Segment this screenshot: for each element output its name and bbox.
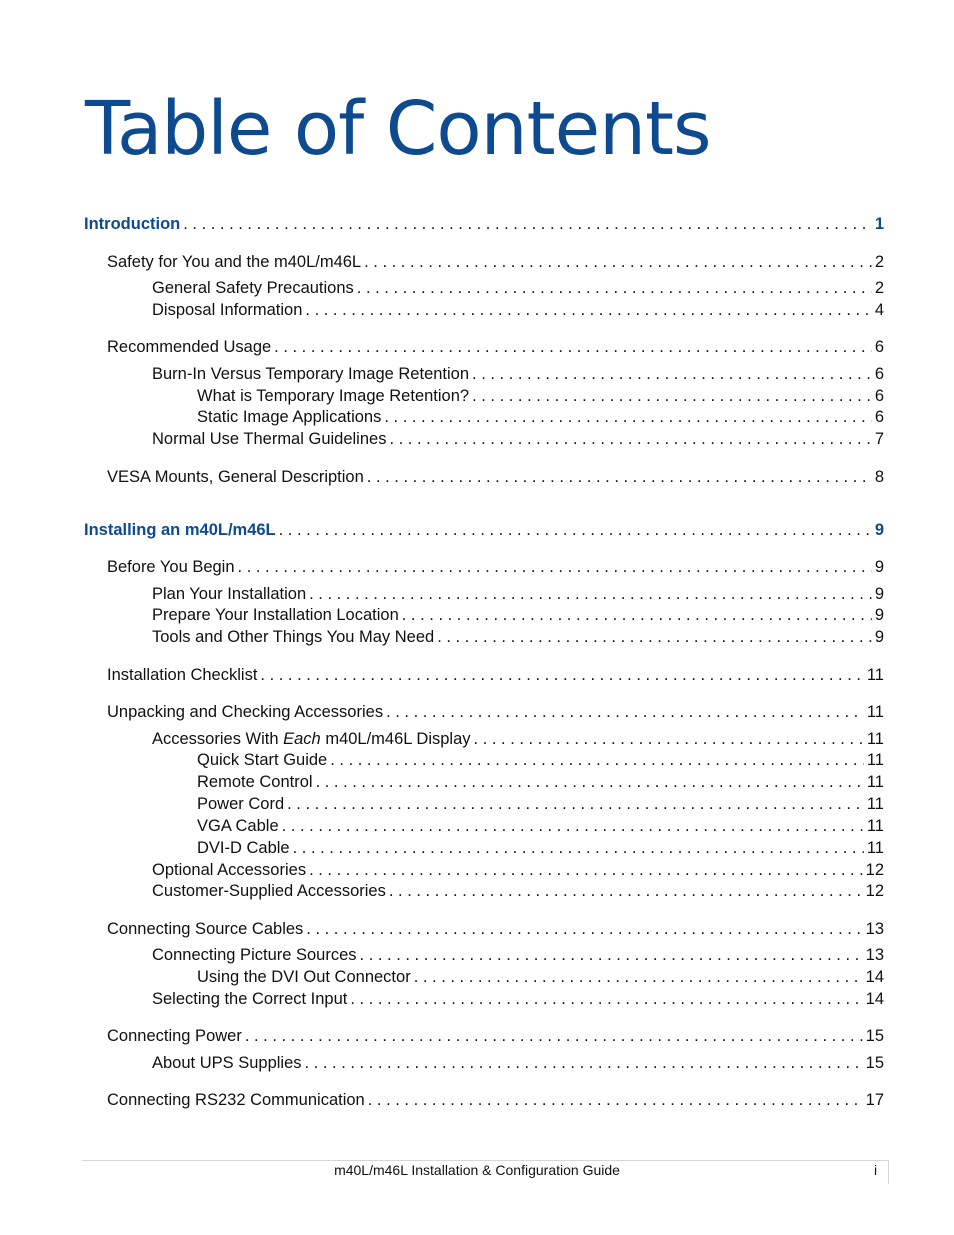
toc-entry-remote-control[interactable] — [197, 771, 884, 793]
toc-entry-label: Optional Accessories — [152, 861, 307, 879]
label-text: m40L/m46L Display — [320, 730, 471, 748]
dot-leader — [360, 944, 863, 966]
dot-leader — [279, 519, 872, 541]
toc-entry-correct-input[interactable] — [152, 988, 884, 1010]
label-emphasis: Each — [283, 730, 321, 748]
dot-leader — [309, 583, 872, 605]
toc-entry-checklist[interactable] — [107, 664, 884, 686]
dot-leader — [305, 299, 871, 321]
toc-entry-label: Connecting RS232 Communication — [107, 1091, 365, 1109]
toc-entry-label: Tools and Other Things You May Need — [152, 628, 435, 646]
toc-entry-page: 12 — [865, 861, 884, 879]
toc-entry-page: 11 — [866, 839, 884, 857]
toc-entry-source-cables[interactable] — [107, 918, 884, 940]
dot-leader — [287, 793, 864, 815]
toc-entry-vesa[interactable] — [107, 466, 884, 488]
toc-entry-quick-start[interactable] — [197, 749, 884, 771]
dot-leader — [238, 556, 872, 578]
toc-entry-label: Selecting the Correct Input — [152, 990, 348, 1008]
dot-leader — [330, 749, 864, 771]
toc-entry-label: Connecting Power — [107, 1027, 242, 1045]
toc-entry-page: 1 — [874, 215, 884, 233]
dot-leader — [364, 251, 872, 273]
toc-entry-label: Customer-Supplied Accessories — [152, 882, 386, 900]
toc-entry-page: 15 — [865, 1054, 884, 1072]
toc-entry-page: 11 — [866, 817, 884, 835]
toc-entry-tools[interactable] — [152, 626, 884, 648]
dot-leader — [389, 428, 871, 450]
toc-entry-recommended-usage[interactable] — [107, 336, 884, 358]
toc-entry-page: 13 — [865, 946, 884, 964]
dot-leader — [414, 966, 863, 988]
toc-entry-unpacking[interactable] — [107, 701, 884, 723]
toc-entry-prepare-location[interactable] — [152, 604, 884, 626]
toc-entry-general-safety[interactable] — [152, 277, 884, 299]
toc-entry-label: VESA Mounts, General Description — [107, 468, 364, 486]
footer-document-title: m40L/m46L Installation & Configuration Guide — [334, 1162, 620, 1178]
toc-entry-dvi-cable[interactable] — [197, 837, 884, 859]
toc-entry-label: General Safety Precautions — [152, 279, 354, 297]
dot-leader — [316, 771, 864, 793]
toc-entry-page: 4 — [874, 301, 884, 319]
toc-entry-page: 13 — [865, 920, 884, 938]
toc-entry-customer-accessories[interactable] — [152, 880, 884, 902]
toc-entry-disposal[interactable] — [152, 299, 884, 321]
page-title: Table of Contents — [85, 86, 711, 172]
dot-leader — [309, 859, 863, 881]
dot-leader — [305, 1052, 863, 1074]
toc-entry-vga-cable[interactable] — [197, 815, 884, 837]
toc-entry-label: DVI-D Cable — [197, 839, 290, 857]
toc-entry-label: Power Cord — [197, 795, 285, 813]
toc-entry-dvi-out[interactable] — [197, 966, 884, 988]
dot-leader — [350, 988, 862, 1010]
toc-entry-page: 9 — [874, 628, 884, 646]
toc-entry-label: Safety for You and the m40L/m46L — [107, 253, 362, 271]
dot-leader — [437, 626, 872, 648]
dot-leader — [368, 1089, 863, 1111]
dot-leader — [474, 728, 864, 750]
toc-entry-page: 6 — [874, 408, 884, 426]
toc-entry-page: 11 — [866, 773, 884, 791]
toc-entry-page: 14 — [865, 990, 884, 1008]
dot-leader — [282, 815, 864, 837]
toc-entry-page: 11 — [866, 751, 884, 769]
toc-entry-label: Disposal Information — [152, 301, 303, 319]
toc-entry-label: Installing an m40L/m46L — [84, 521, 276, 539]
toc-entry-label — [152, 728, 471, 750]
toc-entry-label: Prepare Your Installation Location — [152, 606, 399, 624]
dot-leader — [402, 604, 872, 626]
dot-leader — [245, 1025, 863, 1047]
toc-entry-label: Connecting Picture Sources — [152, 946, 357, 964]
label-text: Accessories With — [152, 730, 284, 748]
toc-entry-page: 6 — [874, 338, 884, 356]
dot-leader — [306, 918, 862, 940]
toc-entry-rs232[interactable] — [107, 1089, 884, 1111]
toc-entry-label: Connecting Source Cables — [107, 920, 304, 938]
toc-entry-page: 7 — [874, 430, 884, 448]
dot-leader — [384, 406, 871, 428]
toc-entry-page: 11 — [866, 795, 884, 813]
toc-entry-label: Installation Checklist — [107, 666, 258, 684]
toc-entry-page: 11 — [866, 703, 884, 721]
toc-entry-accessories-each[interactable] — [152, 728, 884, 750]
dot-leader — [260, 664, 863, 686]
toc-entry-page: 15 — [865, 1027, 884, 1045]
toc-entry-label: About UPS Supplies — [152, 1054, 302, 1072]
toc-entry-label: Normal Use Thermal Guidelines — [152, 430, 387, 448]
toc-entry-static-image[interactable] — [197, 406, 884, 428]
toc-entry-page: 6 — [874, 365, 884, 383]
toc-entry-page: 11 — [866, 666, 884, 684]
toc-entry-label: Unpacking and Checking Accessories — [107, 703, 384, 721]
toc-entry-page: 11 — [866, 730, 884, 748]
toc-entry-label: Recommended Usage — [107, 338, 272, 356]
dot-leader — [472, 385, 872, 407]
footer-page-number: i — [874, 1162, 878, 1178]
toc-entry-page: 6 — [874, 387, 884, 405]
toc-entry-label: What is Temporary Image Retention? — [197, 387, 470, 405]
toc-entry-label: Quick Start Guide — [197, 751, 328, 769]
dot-leader — [389, 880, 863, 902]
dot-leader — [183, 213, 872, 235]
toc-entry-safety[interactable] — [107, 251, 884, 273]
toc-entry-power-cord[interactable] — [197, 793, 884, 815]
toc-entry-page: 2 — [874, 253, 884, 271]
toc-entry-picture-sources[interactable] — [152, 944, 884, 966]
toc-entry-page: 14 — [865, 968, 884, 986]
footer-divider — [82, 1160, 889, 1161]
toc-entry-page: 9 — [874, 558, 884, 576]
toc-entry-label: Plan Your Installation — [152, 585, 307, 603]
dot-leader — [386, 701, 864, 723]
toc-entry-installing[interactable] — [84, 519, 884, 541]
toc-entry-temporary-retention[interactable] — [197, 385, 884, 407]
dot-leader — [293, 837, 864, 859]
toc-entry-before-you-begin[interactable] — [107, 556, 884, 578]
toc-entry-label: Using the DVI Out Connector — [197, 968, 411, 986]
toc-entry-introduction[interactable] — [84, 213, 884, 235]
toc-entry-label: Before You Begin — [107, 558, 235, 576]
toc-entry-label: Introduction — [84, 215, 181, 233]
toc-entry-page: 2 — [874, 279, 884, 297]
dot-leader — [274, 336, 872, 358]
toc-entry-page: 9 — [874, 585, 884, 603]
toc-entry-page: 17 — [865, 1091, 884, 1109]
toc-entry-ups[interactable] — [152, 1052, 884, 1074]
toc-entry-burn-in[interactable] — [152, 363, 884, 385]
toc-entry-label: Static Image Applications — [197, 408, 382, 426]
dot-leader — [357, 277, 872, 299]
toc-entry-page: 12 — [865, 882, 884, 900]
toc-entry-connecting-power[interactable] — [107, 1025, 884, 1047]
dot-leader — [367, 466, 872, 488]
toc-entry-page: 8 — [874, 468, 884, 486]
toc-entry-label: Remote Control — [197, 773, 313, 791]
dot-leader — [472, 363, 872, 385]
toc-entry-label: Burn-In Versus Temporary Image Retention — [152, 365, 470, 383]
toc-entry-page: 9 — [874, 606, 884, 624]
toc-entry-plan-installation[interactable] — [152, 583, 884, 605]
toc-entry-thermal[interactable] — [152, 428, 884, 450]
toc-entry-optional-accessories[interactable] — [152, 859, 884, 881]
toc-entry-page: 9 — [874, 521, 884, 539]
toc-entry-label: VGA Cable — [197, 817, 279, 835]
